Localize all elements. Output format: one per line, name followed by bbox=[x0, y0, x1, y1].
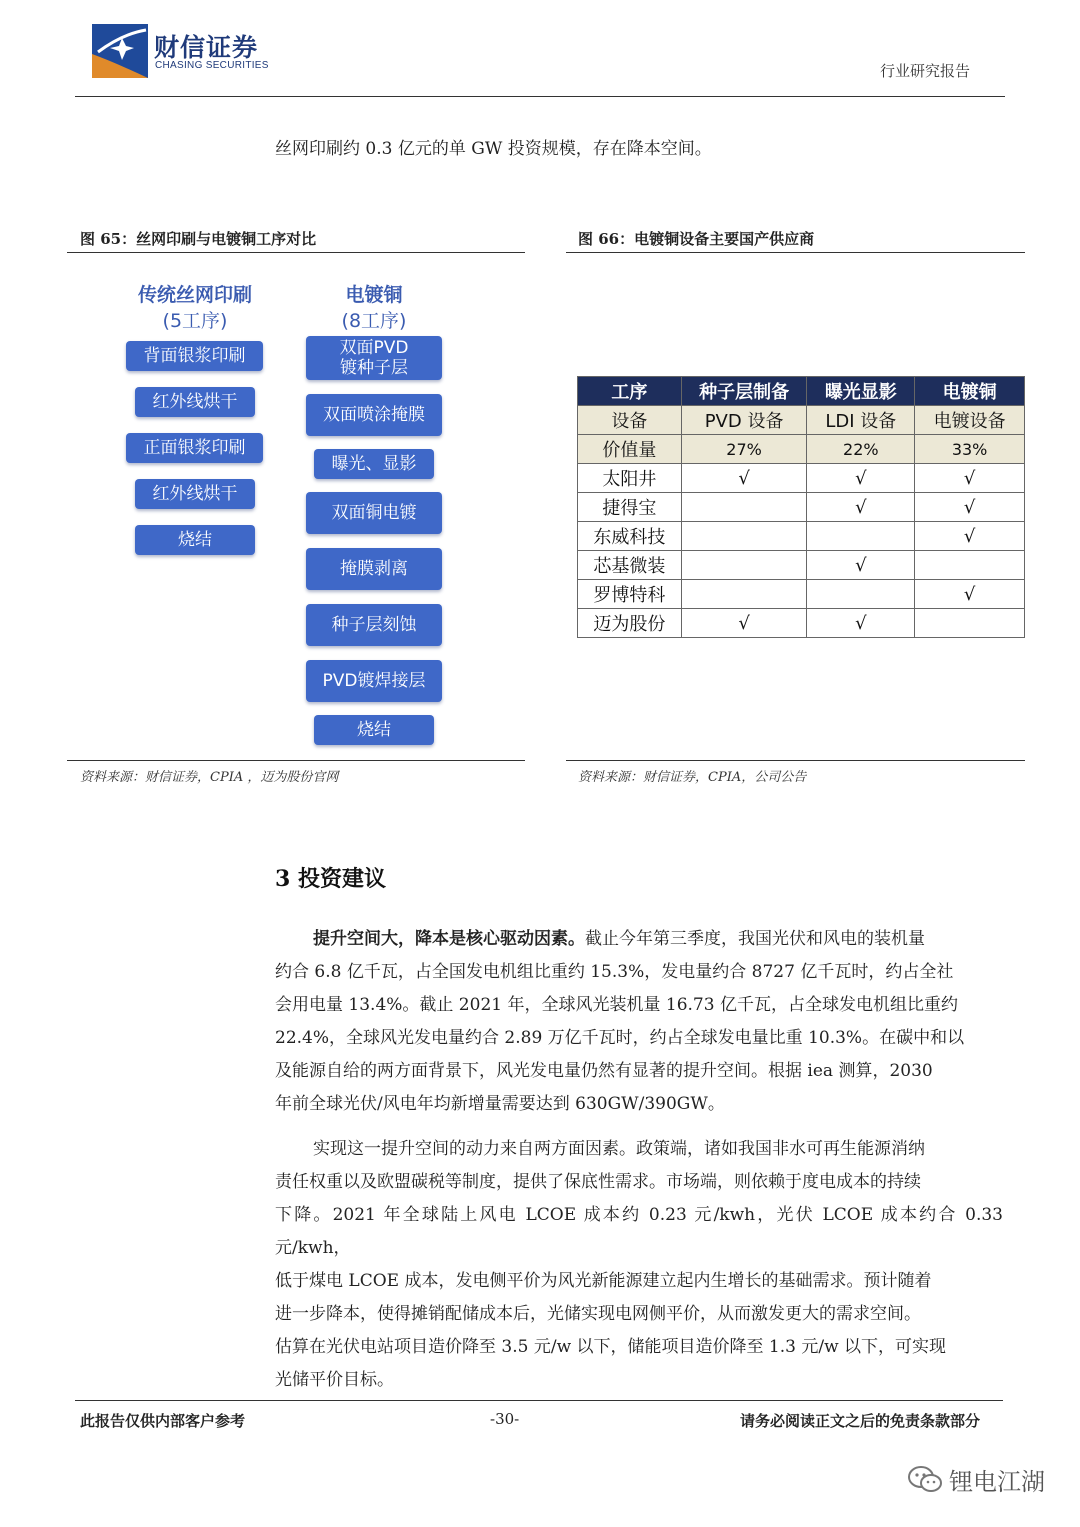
table-cell bbox=[681, 522, 807, 551]
process-step: 种子层刻蚀 bbox=[306, 604, 442, 646]
table-cell: √ bbox=[807, 464, 915, 493]
paragraph-line: 22.4%，全球风光发电量约合 2.89 万亿千瓦时，约占全球发电量比重 10.3%。在碳中和以 bbox=[275, 1028, 965, 1048]
process-step bbox=[306, 336, 442, 380]
paragraph-line: 光储平价目标。 bbox=[275, 1370, 394, 1390]
company-logo-icon bbox=[92, 24, 148, 78]
table-cell: 27% bbox=[681, 435, 807, 464]
table-header-cell: 曝光显影 bbox=[807, 377, 915, 406]
copper-plating-title: 电镀铜 bbox=[345, 284, 403, 306]
table-cell: √ bbox=[915, 580, 1025, 609]
paragraph-line bbox=[275, 923, 1003, 956]
table-cell: 东威科技 bbox=[578, 522, 682, 551]
table-row bbox=[578, 580, 1025, 609]
paragraph-line: 实现这一提升空间的动力来自两方面因素。政策端，诸如我国非水可再生能源消纳 bbox=[313, 1139, 925, 1159]
table-cell: PVD 设备 bbox=[681, 406, 807, 435]
equipment-supplier-table bbox=[577, 376, 1025, 638]
paragraph-line: 会用电量 13.4%。截止 2021 年，全球风光装机量 16.73 亿千瓦，占全球发电机组比重约 bbox=[275, 995, 958, 1015]
process-step: 曝光、显影 bbox=[314, 449, 434, 479]
table-cell: 设备 bbox=[578, 406, 682, 435]
table-cell: 罗博特科 bbox=[578, 580, 682, 609]
value-share-row bbox=[578, 435, 1025, 464]
table-cell: √ bbox=[915, 464, 1025, 493]
table-cell: LDI 设备 bbox=[807, 406, 915, 435]
figure-66-source: 资料来源：财信证券，CPIA，公司公告 bbox=[578, 770, 807, 785]
process-step: 正面银浆印刷 bbox=[126, 433, 263, 463]
table-header-cell: 工序 bbox=[578, 377, 682, 406]
equipment-row bbox=[578, 406, 1025, 435]
table-row bbox=[578, 464, 1025, 493]
process-step: 红外线烘干 bbox=[135, 387, 255, 417]
table-cell: 芯基微装 bbox=[578, 551, 682, 580]
page-number: -30- bbox=[490, 1410, 520, 1428]
table-cell bbox=[681, 551, 807, 580]
paragraph-line: 责任权重以及欧盟碳税等制度，提供了保底性需求。市场端，则依赖于度电成本的持续 bbox=[275, 1172, 921, 1192]
process-step: 双面铜电镀 bbox=[306, 492, 442, 534]
process-step: 双面喷涂掩膜 bbox=[306, 394, 442, 436]
paragraph-line: 约合 6.8 亿千瓦，占全国发电机组比重约 15.3%，发电量约合 8727 亿千瓦时，约占全社 bbox=[275, 962, 954, 982]
process-step: 烧结 bbox=[135, 525, 255, 555]
table-cell bbox=[807, 580, 915, 609]
table-cell: 22% bbox=[807, 435, 915, 464]
footer-divider bbox=[75, 1400, 1003, 1401]
paragraph-1 bbox=[275, 923, 1003, 1121]
figure-65-source: 资料来源：财信证券，CPIA ，迈为股份官网 bbox=[80, 770, 339, 785]
paragraph-line: 估算在光伏电站项目造价降至 3.5 元/w 以下，储能项目造价降至 1.3 元/w 以下，可实现 bbox=[275, 1337, 947, 1357]
process-step: 烧结 bbox=[314, 715, 434, 745]
table-cell: 33% bbox=[915, 435, 1025, 464]
screen-printing-title: 传统丝网印刷 bbox=[137, 284, 252, 306]
paragraph-line: 及能源自给的两方面背景下，风光发电量仍然有显著的提升空间。根据 iea 测算，2030 bbox=[275, 1061, 933, 1081]
figure-65-bottom-rule bbox=[67, 760, 525, 761]
process-step-line: 双面PVD 镀种子层 bbox=[339, 338, 409, 378]
table-header-cell: 种子层制备 bbox=[681, 377, 807, 406]
watermark bbox=[907, 1462, 1045, 1497]
table-cell: √ bbox=[915, 522, 1025, 551]
footer-disclaimer-link: 请务必阅读正文之后的免责条款部分 bbox=[740, 1412, 981, 1430]
table-cell: 电镀设备 bbox=[915, 406, 1025, 435]
table-cell bbox=[807, 522, 915, 551]
table-cell: √ bbox=[807, 551, 915, 580]
figure-66-caption: 图 66：电镀铜设备主要国产供应商 bbox=[578, 230, 815, 248]
paragraph-2 bbox=[275, 1133, 1003, 1397]
process-step: 掩膜剥离 bbox=[306, 548, 442, 590]
footer-notice: 此报告仅供内部客户参考 bbox=[80, 1412, 246, 1430]
paragraph-line-text: 截止今年第三季度，我国光伏和风电的装机量 bbox=[585, 929, 925, 949]
watermark-text: 锂电江湖 bbox=[949, 1468, 1045, 1496]
table-cell: 捷得宝 bbox=[578, 493, 682, 522]
section-heading: 3 投资建议 bbox=[275, 866, 386, 892]
table-cell: 太阳井 bbox=[578, 464, 682, 493]
figure-65-caption: 图 65：丝网印刷与电镀铜工序对比 bbox=[80, 230, 317, 248]
paragraph-line: 低于煤电 LCOE 成本，发电侧平价为风光新能源建立起内生增长的基础需求。预计随着 bbox=[275, 1271, 932, 1291]
table-cell: 价值量 bbox=[578, 435, 682, 464]
table-cell bbox=[915, 609, 1025, 638]
logo-text-cn: 财信证券 bbox=[154, 33, 259, 62]
figure-66-bottom-rule bbox=[566, 760, 1025, 761]
table-cell: √ bbox=[807, 493, 915, 522]
table-row bbox=[578, 551, 1025, 580]
table-header-cell: 电镀铜 bbox=[915, 377, 1025, 406]
table-cell: √ bbox=[681, 609, 807, 638]
copper-plating-step-count: (8工序) bbox=[341, 310, 407, 332]
table-row bbox=[578, 609, 1025, 638]
header-divider bbox=[75, 96, 1005, 97]
table-cell bbox=[915, 551, 1025, 580]
figure-65-top-rule bbox=[67, 252, 525, 253]
report-type-label: 行业研究报告 bbox=[880, 62, 971, 80]
paragraph-line: 下降。2021 年全球陆上风电 LCOE 成本约 0.23 元/kwh，光伏 LCOE 成本约合 0.33 元/kwh， bbox=[275, 1205, 1003, 1258]
table-row bbox=[578, 522, 1025, 551]
table-cell bbox=[681, 580, 807, 609]
table-header-row bbox=[578, 377, 1025, 406]
intro-paragraph: 丝网印刷约 0.3 亿元的单 GW 投资规模，存在降本空间。 bbox=[275, 139, 712, 159]
paragraph-line: 进一步降本，使得摊销配储成本后，光储实现电网侧平价，从而激发更大的需求空间。 bbox=[275, 1304, 921, 1324]
table-cell bbox=[681, 493, 807, 522]
process-step: 背面银浆印刷 bbox=[126, 341, 263, 371]
paragraph-line: 年前全球光伏/风电年均新增量需要达到 630GW/390GW。 bbox=[275, 1094, 725, 1114]
table-row bbox=[578, 493, 1025, 522]
table-cell: √ bbox=[807, 609, 915, 638]
figure-66-top-rule bbox=[566, 252, 1025, 253]
logo-text-en: CHASING SECURITIES bbox=[155, 60, 269, 71]
process-step: PVD镀焊接层 bbox=[306, 660, 442, 702]
process-step: 红外线烘干 bbox=[135, 479, 255, 509]
wechat-icon bbox=[907, 1465, 943, 1495]
table-cell: √ bbox=[681, 464, 807, 493]
paragraph-lead: 提升空间大，降本是核心驱动因素。 bbox=[313, 929, 585, 949]
table-cell: 迈为股份 bbox=[578, 609, 682, 638]
screen-printing-step-count: (5工序) bbox=[162, 310, 228, 332]
table-cell: √ bbox=[915, 493, 1025, 522]
